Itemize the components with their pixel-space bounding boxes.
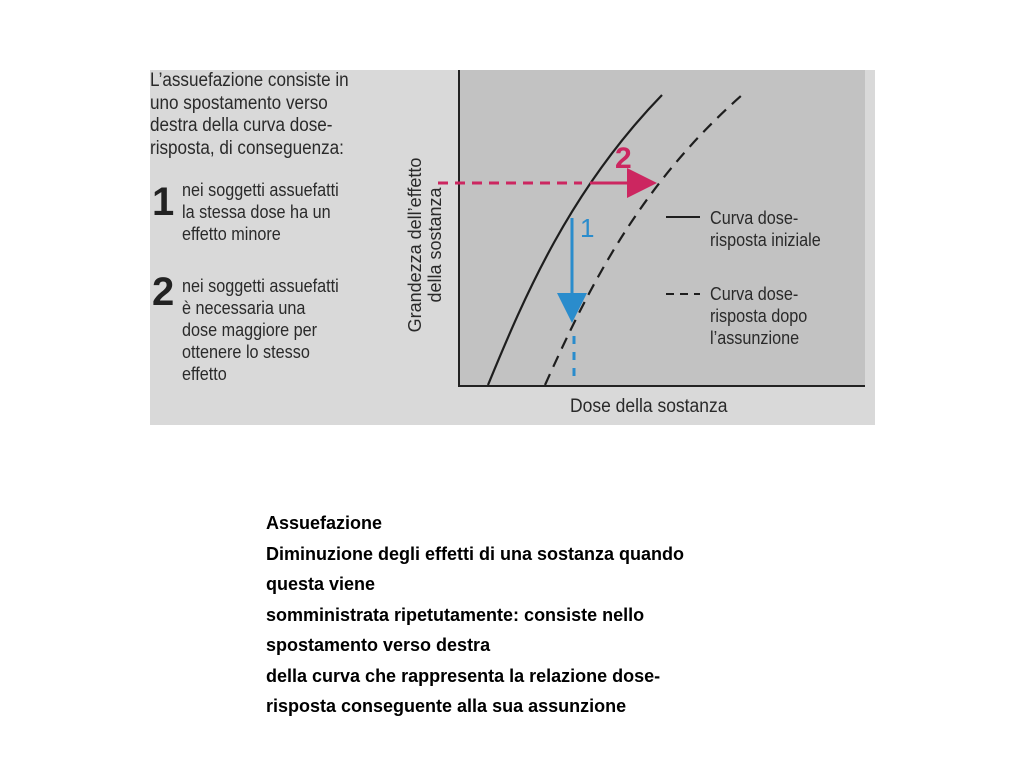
item-number-1: 1 (152, 180, 175, 224)
caption-line: questa viene (266, 574, 376, 594)
item-line: la stessa dose ha un (182, 202, 331, 222)
item-line: ottenere lo stesso (182, 342, 310, 362)
item-line: è necessaria una (182, 298, 306, 318)
legend-line: Curva dose- (710, 284, 799, 304)
caption-line: Diminuzione degli effetti di una sostanza quando (266, 543, 685, 564)
caption-line: spostamento verso destra (266, 635, 491, 655)
caption-title: Assuefazione (266, 513, 383, 533)
legend-line: l’assunzione (710, 328, 800, 348)
intro-line: uno spostamento verso (150, 92, 328, 114)
item-number-2: 2 (152, 270, 175, 314)
legend-line: Curva dose- (710, 208, 799, 228)
intro-line: destra della curva dose- (150, 115, 333, 136)
caption-line: somministrata ripetutamente: consiste nello (266, 604, 645, 625)
legend-shifted-curve (710, 283, 807, 349)
intro-line: L’assuefazione consiste in (150, 70, 349, 91)
horizontal-arrow-label: 2 (615, 142, 632, 175)
x-axis-label: Dose della sostanza (570, 396, 728, 417)
legend-line: risposta iniziale (710, 230, 821, 250)
item-line: effetto (182, 364, 227, 384)
item-line: dose maggiore per (182, 320, 318, 340)
item-line: nei soggetti assuefatti (182, 180, 339, 200)
caption-line: della curva che rappresenta la relazione dose- (266, 665, 661, 686)
y-axis-label-line: Grandezza dell’effetto (405, 157, 425, 333)
dose-response-figure (150, 70, 875, 425)
y-axis-label-line: della sostanza (425, 187, 445, 303)
caption-line: risposta conseguente alla sua assunzione (266, 696, 627, 716)
legend-line: risposta dopo (710, 306, 808, 326)
legend-initial-curve (710, 207, 821, 251)
caption (266, 508, 806, 722)
item-line: nei soggetti assuefatti (182, 276, 339, 296)
intro-line: risposta, di conseguenza: (150, 137, 344, 159)
item-line: effetto minore (182, 224, 281, 244)
vertical-arrow-label: 1 (580, 213, 595, 243)
